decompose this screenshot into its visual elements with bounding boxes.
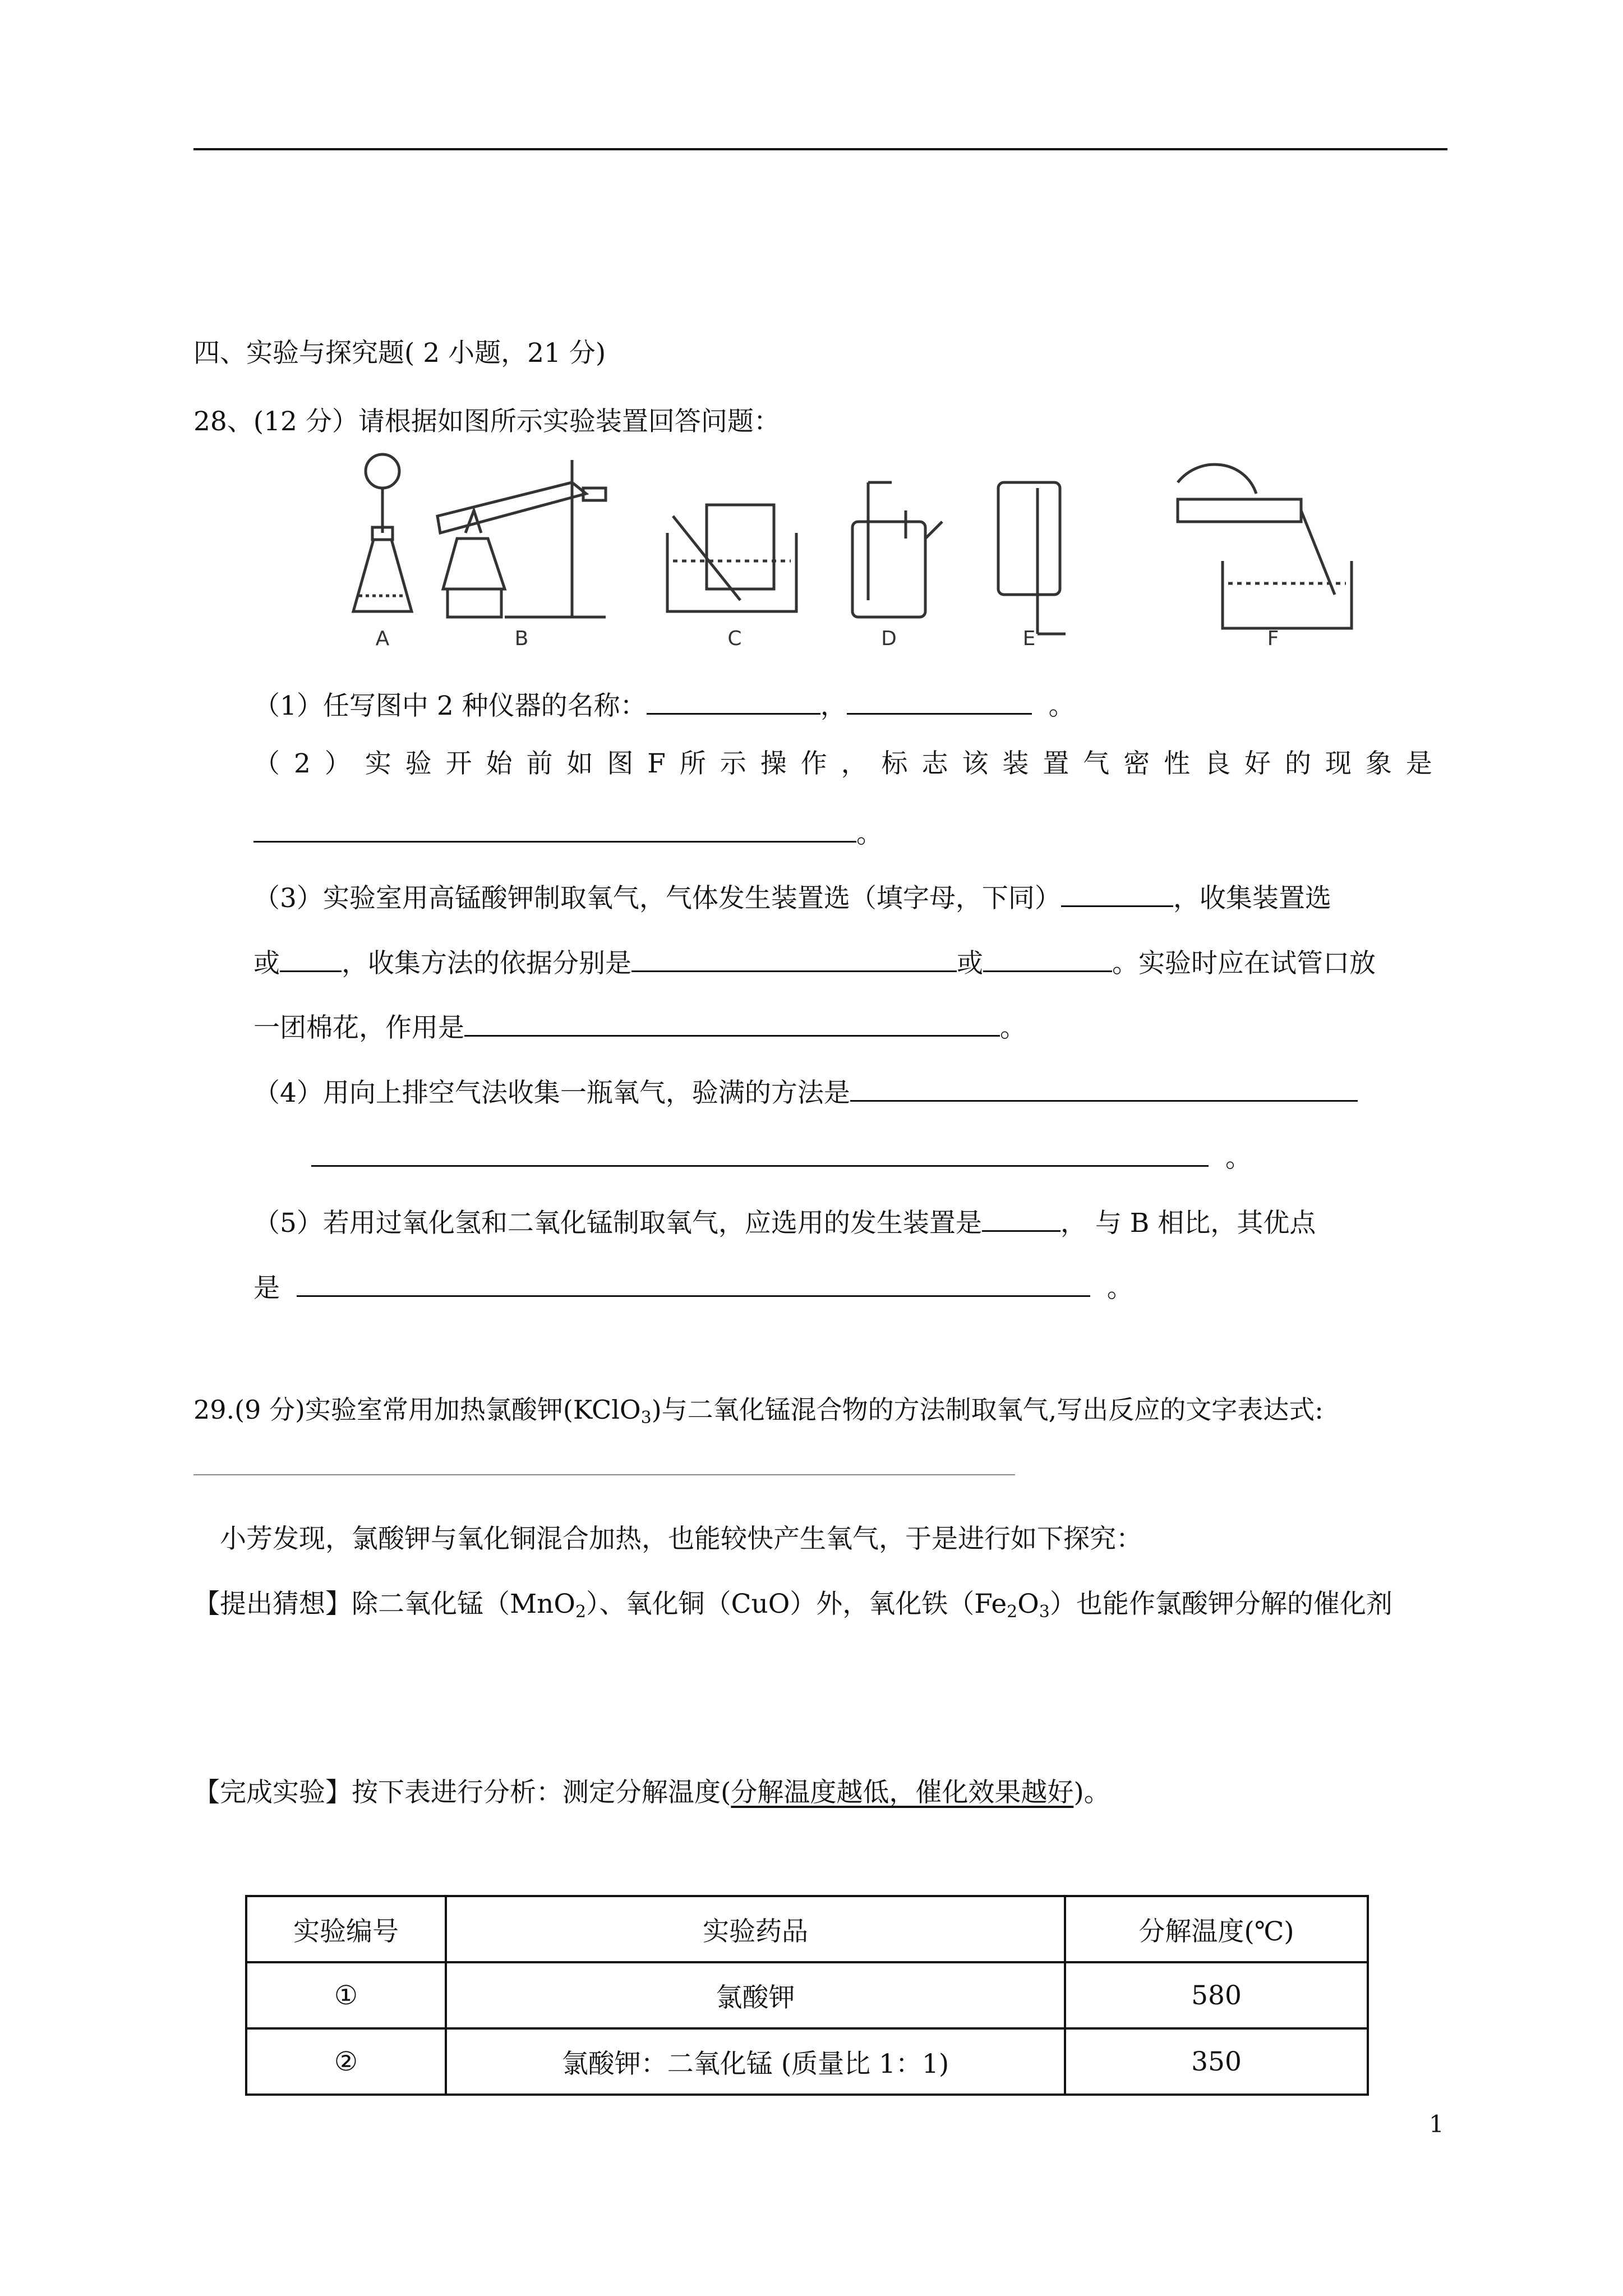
question-28-stem: 28、(12 分）请根据如图所示实验装置回答问题： xyxy=(193,406,780,437)
q29-experiment-b: )。 xyxy=(1073,1777,1110,1808)
q29-hypothesis-sub2: 2 xyxy=(1007,1602,1018,1622)
q28-part3-text: （3）实验室用高锰酸钾制取氧气，气体发生装置选（填字母，下同） xyxy=(253,883,1061,914)
table-header: 实验编号 xyxy=(246,1896,446,1962)
question-29-stem xyxy=(193,1397,1324,1427)
table-header: 实验药品 xyxy=(446,1896,1065,1962)
q28-part3-basis: ，收集方法的依据分别是 xyxy=(342,948,631,979)
q29-hypothesis-c: O xyxy=(1017,1589,1039,1619)
label-e: E xyxy=(1022,627,1036,650)
q28-part4-line2 xyxy=(311,1139,1252,1174)
table-row xyxy=(246,1962,1368,2028)
answer-blank[interactable] xyxy=(647,687,820,715)
q28-part1 xyxy=(253,687,1075,719)
table-cell: ① xyxy=(246,1962,446,2028)
apparatus-b-stand xyxy=(437,460,606,617)
apparatus-d-bottle xyxy=(852,482,942,617)
q29-stem-sub: 3 xyxy=(640,1408,652,1428)
table-row xyxy=(246,2028,1368,2095)
q28-part3-end: 。 xyxy=(1000,1013,1026,1043)
q28-part5-compare: ， 与 B 相比，其优点 xyxy=(1060,1208,1316,1239)
q29-intro: 小芳发现，氯酸钾与氧化铜混合加热，也能较快产生氧气，于是进行如下探究： xyxy=(220,1524,1142,1554)
q29-hypothesis-sub3: 3 xyxy=(1039,1602,1050,1622)
q28-part5 xyxy=(253,1204,1316,1239)
q29-hypothesis-b: ）、氧化铜（CuO）外，氧化铁（Fe xyxy=(586,1589,1007,1619)
answer-blank[interactable] xyxy=(631,945,957,972)
q28-part4-text: （4）用向上排空气法收集一瓶氧气，验满的方法是 xyxy=(253,1078,850,1108)
q29-experiment-a: 【完成实验】按下表进行分析：测定分解温度( xyxy=(193,1777,731,1808)
q29-stem-b: )与二氧化锰混合物的方法制取氧气,写出反应的文字表达式: xyxy=(651,1395,1324,1425)
table-cell: 氯酸钾：二氧化锰 (质量比 1：1) xyxy=(446,2028,1065,2095)
q28-part3-text-end: ，收集装置选 xyxy=(1173,883,1331,914)
answer-blank[interactable] xyxy=(983,945,1112,972)
q28-part3-line1 xyxy=(253,880,1331,912)
answer-blank[interactable] xyxy=(1061,880,1173,907)
answer-blank[interactable] xyxy=(464,1009,1000,1037)
q28-part5-is: 是 xyxy=(253,1273,280,1304)
q28-part3-line2 xyxy=(253,945,1376,977)
table-header: 分解温度(℃) xyxy=(1065,1896,1368,1962)
label-b: B xyxy=(514,627,529,650)
apparatus-f-airtight-test xyxy=(1178,464,1352,628)
answer-blank[interactable] xyxy=(280,945,342,972)
q28-part2-end: 。 xyxy=(856,818,883,849)
header-rule xyxy=(193,148,1447,150)
q28-part3-or2: 或 xyxy=(957,948,983,979)
q28-part2-text: （ 2 ） 实 验 开 始 前 如 图 F 所 示 操 作 ， 标 志 该 装 置 气 密 性 良 好 的 现 象 是 xyxy=(253,748,1433,779)
page-number: 1 xyxy=(1429,2110,1444,2138)
table-cell: 氯酸钾 xyxy=(446,1962,1065,2028)
apparatus-figure xyxy=(336,449,1357,662)
q28-part1-text: （1）任写图中 2 种仪器的名称： xyxy=(253,691,647,721)
label-d: D xyxy=(881,627,897,650)
answer-blank[interactable] xyxy=(311,1139,1209,1167)
label-c: C xyxy=(727,627,742,650)
answer-blank[interactable] xyxy=(850,1074,1358,1102)
table-cell: 350 xyxy=(1065,2028,1368,2095)
q28-part3-or: 或 xyxy=(253,948,280,979)
decomposition-table xyxy=(245,1895,1369,2096)
answer-blank[interactable] xyxy=(982,1204,1061,1232)
q29-hypothesis-a: 【提出猜想】除二氧化锰（MnO xyxy=(193,1589,575,1619)
q28-part3-purpose: 一团棉花，作用是 xyxy=(253,1013,464,1043)
section-heading: 四、实验与探究题( 2 小题，21 分) xyxy=(193,338,606,369)
answer-blank[interactable] xyxy=(847,687,1032,715)
q28-part1-end: 。 xyxy=(1048,691,1075,721)
answer-blank[interactable] xyxy=(253,815,856,843)
q28-part2 xyxy=(253,748,1448,779)
q28-part3-line3 xyxy=(253,1009,1026,1041)
apparatus-a-flask xyxy=(353,454,412,611)
label-a: A xyxy=(375,627,390,650)
q29-experiment xyxy=(193,1779,1110,1806)
q28-part1-sep: ， xyxy=(820,691,847,721)
q28-part5-end: 。 xyxy=(1106,1273,1133,1304)
apparatus-c-trough xyxy=(667,505,796,611)
q28-part4 xyxy=(253,1074,1358,1106)
q29-experiment-underline: 分解温度越低，催化效果越好 xyxy=(731,1777,1074,1808)
label-f: F xyxy=(1267,627,1279,650)
q28-part5-line2 xyxy=(253,1269,1133,1304)
q28-part5-text: （5）若用过氧化氢和二氧化锰制取氧气，应选用的发生装置是 xyxy=(253,1208,982,1239)
q29-hypothesis xyxy=(193,1591,1393,1621)
q28-part4-end: 。 xyxy=(1225,1143,1252,1174)
apparatus-e-bottle xyxy=(998,482,1066,634)
q29-stem-a: 29.(9 分)实验室常用加热氯酸钾(KClO xyxy=(193,1395,641,1425)
table-header-row xyxy=(246,1896,1368,1962)
q28-part3-cotton: 。实验时应在试管口放 xyxy=(1112,948,1376,979)
answer-line[interactable] xyxy=(193,1474,1015,1475)
q29-hypothesis-d: ）也能作氯酸钾分解的催化剂 xyxy=(1049,1589,1393,1619)
table-cell: 580 xyxy=(1065,1962,1368,2028)
table-cell: ② xyxy=(246,2028,446,2095)
q28-part2-line2 xyxy=(253,815,883,847)
q29-hypothesis-sub1: 2 xyxy=(575,1602,587,1622)
answer-blank[interactable] xyxy=(297,1269,1090,1297)
